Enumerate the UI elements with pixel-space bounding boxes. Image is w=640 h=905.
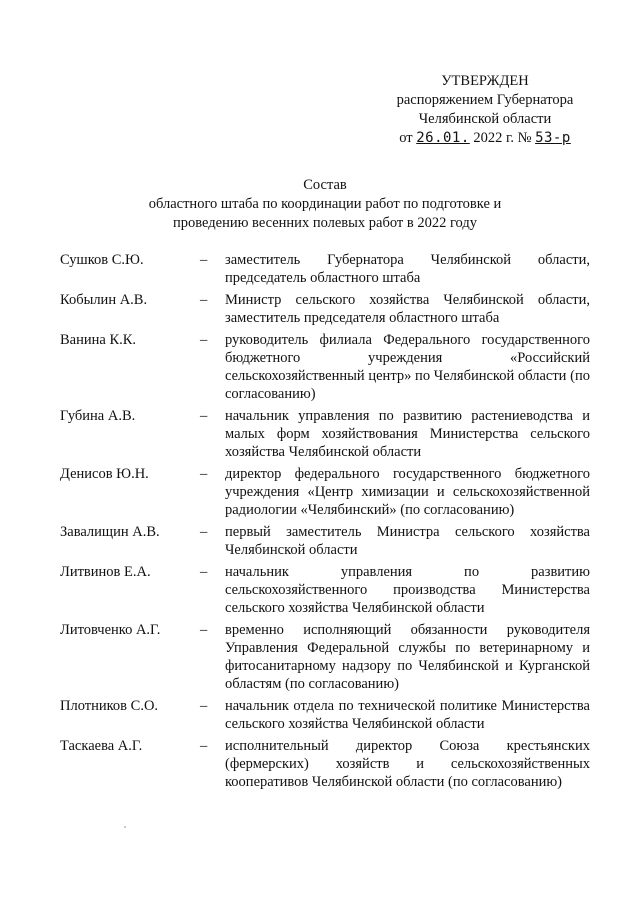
dash: –	[200, 332, 208, 348]
member-row	[60, 523, 590, 559]
member-row	[60, 737, 590, 791]
member-position: начальник управления по развитию сельскохозяйственного производства Министерства сельского хозяйства Челябинской области	[225, 564, 590, 616]
member-name: Завалищин А.В.	[60, 524, 160, 540]
approval-line-1: распоряжением Губернатора	[396, 92, 574, 108]
date-prefix: от	[399, 130, 413, 146]
dash: –	[200, 564, 208, 580]
approval-line-2: Челябинской области	[418, 111, 552, 127]
dash: –	[200, 252, 208, 268]
title-line-3: проведению весенних полевых работ в 2022 году	[173, 215, 477, 231]
approval-stamp	[380, 72, 590, 148]
member-name: Ванина К.К.	[60, 332, 137, 348]
member-position: временно исполняющий обязанности руководителя Управления Федеральной службы по ветеринарному и фитосанитарному надзору по Челябинской и Курганской областям (по согласованию)	[225, 622, 590, 692]
approval-status: УТВЕРЖДЕН	[441, 73, 529, 89]
dash: –	[200, 408, 208, 424]
document-title	[60, 176, 590, 233]
dash: –	[200, 698, 208, 714]
member-name: Литовченко А.Г.	[60, 622, 161, 638]
dash: –	[200, 738, 208, 754]
member-row	[60, 697, 590, 733]
member-position: директор федерального государственного бюджетного учреждения «Центр химизации и сельскохозяйственной радиологии «Челябинский» (по согласованию)	[225, 466, 590, 518]
member-row	[60, 621, 590, 693]
member-position: руководитель филиала Федерального государственного бюджетного учреждения «Российский сельскохозяйственный центр» по Челябинской области (по согласованию)	[225, 332, 590, 402]
member-name: Губина А.В.	[60, 408, 136, 424]
dash: –	[200, 622, 208, 638]
member-row	[60, 465, 590, 519]
title-line-1: Состав	[303, 177, 347, 193]
member-row	[60, 563, 590, 617]
member-name: Денисов Ю.Н.	[60, 466, 149, 482]
member-position: первый заместитель Министра сельского хозяйства Челябинской области	[225, 524, 590, 558]
member-row	[60, 251, 590, 287]
handwritten-number: 53-р	[535, 130, 571, 146]
member-position: Министр сельского хозяйства Челябинской области, заместитель председателя областного штаба	[225, 292, 590, 326]
member-position: исполнительный директор Союза крестьянских (фермерских) хозяйств и сельскохозяйственных кооперативов Челябинской области (по согласованию)	[225, 738, 590, 790]
member-row	[60, 291, 590, 327]
title-line-2: областного штаба по координации работ по подготовке и	[148, 196, 502, 212]
member-position: начальник управления по развитию растениеводства и малых форм хозяйствования Министерства сельского хозяйства Челябинской области	[225, 408, 590, 460]
members-list	[60, 251, 590, 795]
dash: –	[200, 524, 208, 540]
scan-speck	[124, 826, 126, 828]
member-position: начальник отдела по технической политике Министерства сельского хозяйства Челябинской области	[225, 698, 590, 732]
member-position: заместитель Губернатора Челябинской области, председатель областного штаба	[225, 252, 590, 286]
dash: –	[200, 466, 208, 482]
year-suffix: 2022 г. №	[473, 130, 532, 146]
member-name: Литвинов Е.А.	[60, 564, 151, 580]
approval-date-line	[380, 129, 590, 148]
member-name: Сушков С.Ю.	[60, 252, 144, 268]
member-name: Кобылин А.В.	[60, 292, 148, 308]
dash: –	[200, 292, 208, 308]
member-name: Таскаева А.Г.	[60, 738, 143, 754]
handwritten-date: 26.01.	[416, 130, 470, 146]
member-row	[60, 331, 590, 403]
member-name: Плотников С.О.	[60, 698, 159, 714]
member-row	[60, 407, 590, 461]
